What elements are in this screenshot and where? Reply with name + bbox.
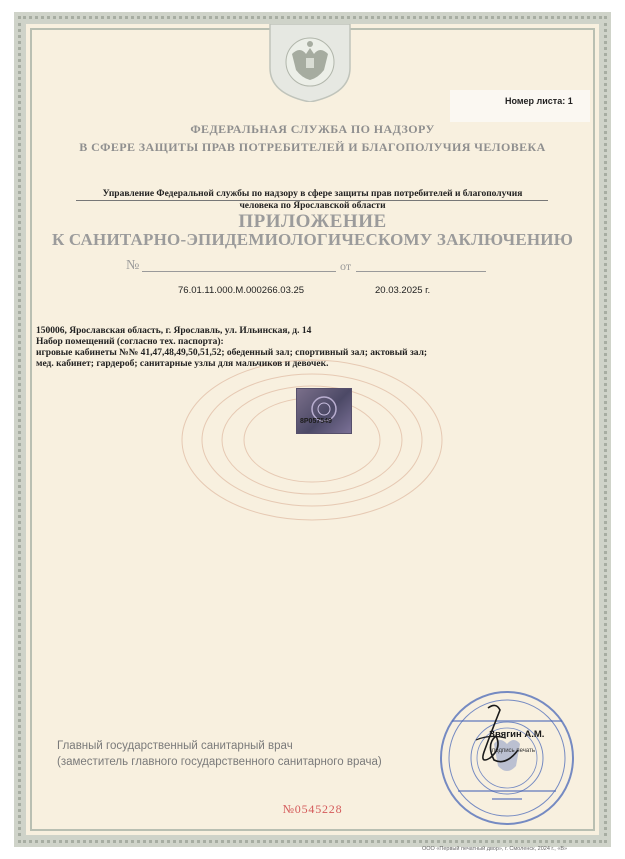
number-label: № [126,258,140,273]
premises-line1: игровые кабинеты №№ 41,47,48,49,50,51,52; обеденный зал; спортивный зал; актовый зал; [36,348,428,358]
sheet-number-box [450,90,590,122]
coat-of-arms-emblem [262,24,358,102]
signatory-position-deputy: (заместитель главного государственного санитарного врача) [57,756,382,768]
hologram-code: 8Р057549 [300,418,332,425]
premises-heading: Набор помещений (согласно тех. паспорта): [36,337,224,347]
watermark-rosette [172,350,452,530]
document-title: ПРИЛОЖЕНИЕ [238,211,387,232]
department-underline [76,200,548,201]
premises-description [36,326,476,370]
serial-number: №0545228 [282,802,343,816]
agency-name-line2: В СФЕРЕ ЗАЩИТЫ ПРАВ ПОТРЕБИТЕЛЕЙ И БЛАГОПОЛУЧИЯ ЧЕЛОВЕКА [79,140,546,154]
hologram-emblem-icon [297,389,351,433]
conclusion-number: 76.01.11.000.М.000266.03.25 [178,285,305,296]
hologram-sticker [296,388,352,434]
date-line [356,271,486,272]
sheet-number: Номер листа: 1 [505,96,573,106]
department-line2: человека по Ярославской области [239,201,386,211]
address: 150006, Ярославская область, г. Ярославль, ул. Ильинская, д. 14 [36,326,312,336]
department-line1: Управление Федеральной службы по надзору в сфере защиты прав потребителей и благополучия [102,189,523,199]
conclusion-date: 20.03.2025 г. [375,285,431,296]
signatory-position: Главный государственный санитарный врач [57,740,293,752]
number-line [142,271,336,272]
date-label: от [340,259,352,273]
document-subtitle: К САНИТАРНО-ЭПИДЕМИОЛОГИЧЕСКОМУ ЗАКЛЮЧЕНИЮ [51,230,574,249]
agency-name-line1: ФЕДЕРАЛЬНАЯ СЛУЖБА ПО НАДЗОРУ [190,122,435,136]
printer-imprint: ООО «Первый печатный двор», г. Смоленск, 2024 г., «В» [422,846,568,852]
signatory-name: Звягин А.М. [489,729,545,740]
premises-line2: мед. кабинет; гардероб; санитарные узлы для мальчиков и девочек. [36,359,329,369]
signature-caption: подпись печать [492,748,535,754]
